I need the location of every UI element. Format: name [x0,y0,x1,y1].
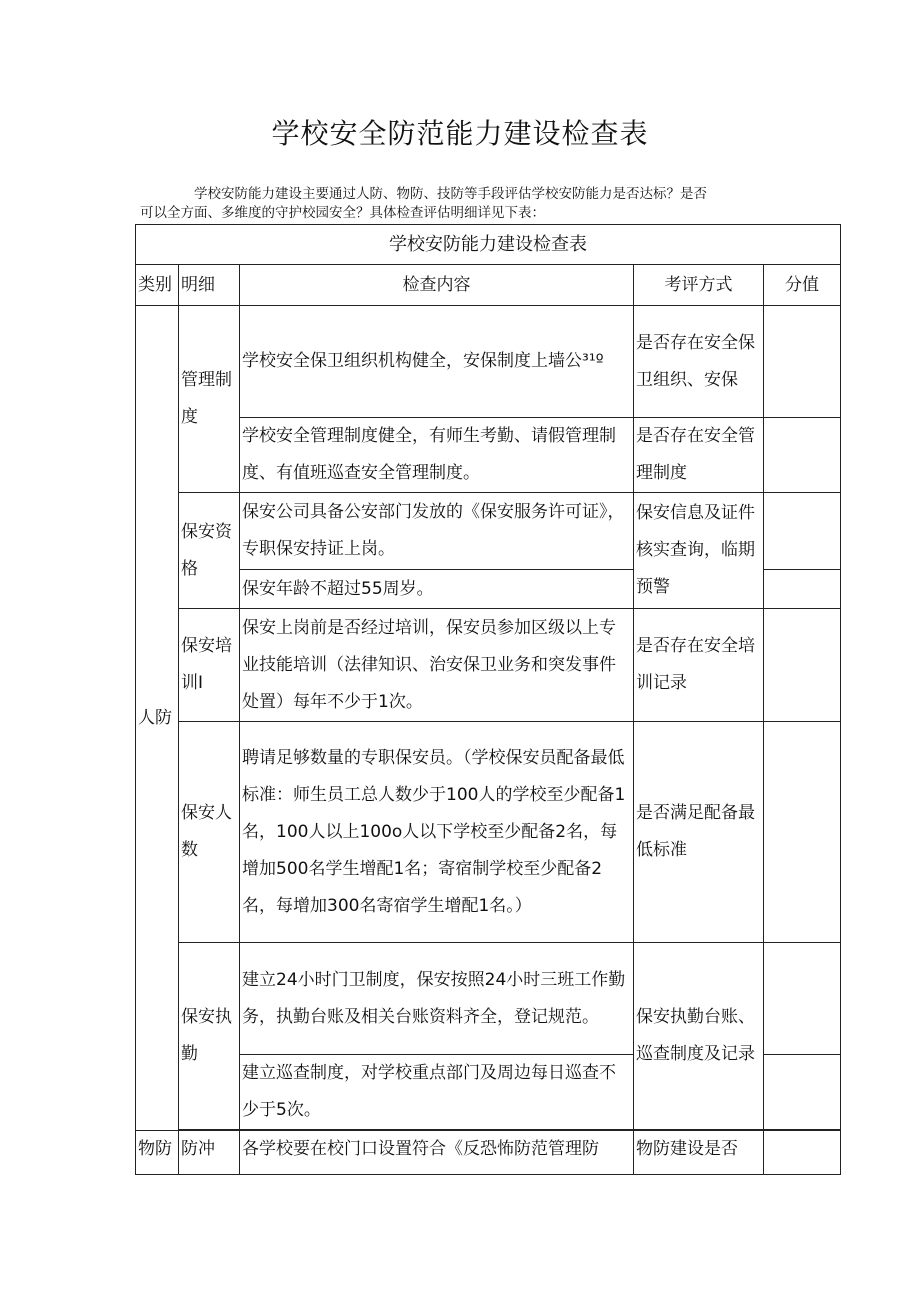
table-row [136,418,841,493]
method-anticollision: 物防建设是否 [634,1131,764,1175]
header-category: 类别 [136,265,179,306]
detail-training: 保安培训I [179,609,240,722]
intro-line-2: 可以全方面、多维度的守护校园安全？具体检查评估明细详见下表： [140,205,545,221]
content-headcount: 聘请足够数量的专职保安员。（学校保安员配备最低标准：师生员工总人数少于100人的学校至少配备1名，100人以上100o人以下学校至少配备2名，每增加500名学生增配1名；寄宿制学校至少配备2名，每增加300名寄宿学生增配1名。） [240,722,634,943]
category-renfang: 人防 [136,306,179,1131]
page-title: 学校安全防范能力建设检查表 [271,117,649,150]
content-duty-1: 建立24小时门卫制度，保安按照24小时三班工作勤务，执勤台账及相关台账资料齐全，登记规范。 [240,943,634,1055]
detail-headcount: 保安人数 [179,722,240,943]
score-cell [764,570,841,609]
method-management-1: 是否存在安全保卫组织、安保 [634,306,764,418]
detail-anticollision: 防冲 [179,1131,240,1175]
method-headcount: 是否满足配备最低标准 [634,722,764,943]
content-duty-2: 建立巡查制度，对学校重点部门及周边每日巡查不少于5次。 [240,1055,634,1130]
method-qualification: 保安信息及证件核实查询，临期预警 [634,493,764,609]
method-management-2: 是否存在安全管理制度 [634,418,764,493]
content-anticollision: 各学校要在校门口设置符合《反恐怖防范管理防 [240,1131,634,1175]
intro-line-1: 学校安防能力建设主要通过人防、物防、技防等手段评估学校安防能力是否达标？是否 [194,186,707,202]
score-cell [764,609,841,722]
header-method: 考评方式 [634,265,764,306]
score-cell [764,943,841,1055]
content-management-2: 学校安全管理制度健全，有师生考勤、请假管理制度、有值班巡查安全管理制度。 [240,418,634,493]
header-score: 分值 [764,265,841,306]
score-cell [764,493,841,570]
content-qualification-1: 保安公司具备公安部门发放的《保安服务许可证》，专职保安持证上岗。 [240,493,634,570]
table-row [136,722,841,943]
detail-management: 管理制度 [179,306,240,493]
table-header-row [136,265,841,306]
table-row [136,1131,841,1175]
method-training: 是否存在安全培训记录 [634,609,764,722]
score-cell [764,418,841,493]
method-duty: 保安执勤台账、巡查制度及记录 [634,943,764,1130]
table-row [136,493,841,570]
score-cell [764,722,841,943]
table-row [136,943,841,1055]
category-wufang: 物防 [136,1131,179,1175]
score-cell [764,306,841,418]
table-caption: 学校安防能力建设检查表 [136,225,841,265]
score-cell [764,1131,841,1175]
content-management-1: 学校安全保卫组织机构健全，安保制度上墙公³¹º [240,306,634,418]
header-detail: 明细 [179,265,240,306]
table-row [136,306,841,418]
table-row [136,609,841,722]
content-training: 保安上岗前是否经过培训，保安员参加区级以上专业技能培训（法律知识、治安保卫业务和突发事件处置）每年不少于1次。 [240,609,634,722]
detail-qualification: 保安资格 [179,493,240,609]
intro-paragraph [140,185,800,223]
inspection-table [135,224,841,1175]
score-cell [764,1055,841,1130]
content-qualification-2: 保安年龄不超过55周岁。 [240,570,634,609]
header-content: 检查内容 [240,265,634,306]
detail-duty: 保安执勤 [179,943,240,1130]
